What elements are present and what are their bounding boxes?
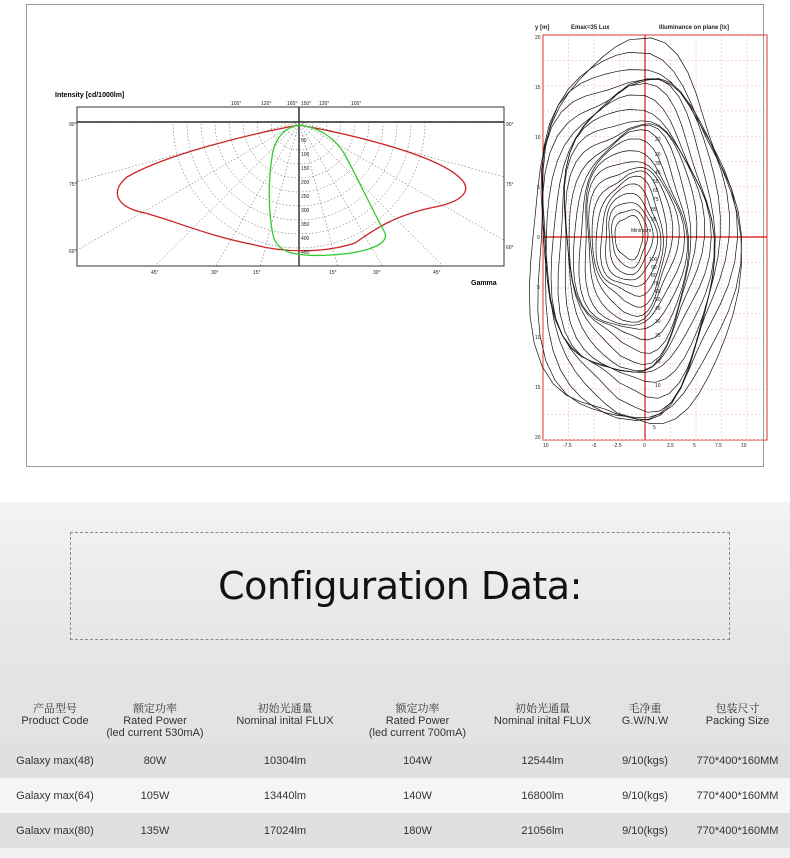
polar-grid-ray — [299, 122, 515, 189]
packing-size-cell: 770*400*160MM — [696, 790, 779, 802]
header-cn: 包装尺寸 — [715, 703, 760, 715]
polar-top-label: 120° — [319, 101, 330, 107]
iso-header-y: y [m] — [535, 25, 550, 31]
iso-contour-label: 85 — [651, 207, 657, 213]
iso-contour-line — [585, 151, 685, 326]
polar-x-title: Gamma — [471, 280, 497, 287]
header-cell — [100, 703, 210, 739]
flux-700-cell: 16800lm — [521, 790, 564, 802]
header-cell — [605, 703, 685, 727]
iso-contour-label: 30 — [655, 152, 661, 158]
polar-right-label: 60° — [506, 245, 514, 251]
iso-header-emax: Emax=35 Lux — [571, 25, 610, 31]
weight-cell: 9/10(kgs) — [622, 790, 668, 802]
table-row — [0, 813, 790, 848]
iso-contour-label: 60 — [655, 289, 661, 295]
iso-contour-label: 10 — [655, 383, 661, 389]
iso-x-tick: -5 — [592, 443, 597, 449]
polar-bottom-label: 45° — [151, 270, 159, 276]
iso-y-tick: 15 — [535, 85, 541, 91]
polar-grid-ray — [299, 122, 429, 295]
iso-contour-label: 80 — [651, 273, 657, 279]
weight-cell: 9/10(kgs) — [622, 825, 668, 837]
polar-left-label: 90° — [69, 122, 77, 128]
flux-530-cell: 10304lm — [263, 755, 307, 767]
iso-y-tick: 10 — [535, 135, 541, 141]
iso-x-tick: -7.5 — [563, 443, 572, 449]
header-en: Packing Size — [705, 715, 770, 727]
polar-radial-label: 350 — [301, 222, 310, 228]
isolux-chart — [507, 19, 772, 455]
polar-grid — [55, 85, 515, 295]
iso-contour-label: 90 — [651, 265, 657, 271]
iso-x-tick: 0 — [643, 443, 646, 449]
polar-bottom-label: 45° — [433, 270, 441, 276]
polar-bottom-label: 15° — [329, 270, 337, 276]
polar-radial-label: 450 — [301, 250, 310, 256]
rated-power-530-cell: 135W — [140, 825, 170, 837]
flux-530-cell: 13440lm — [263, 790, 307, 802]
polar-grid-ray — [115, 122, 299, 295]
polar-top-label: 105° — [231, 101, 242, 107]
iso-contour-label: 65 — [653, 188, 659, 194]
packing-size-cell: 770*400*160MM — [696, 755, 779, 767]
polar-top-label: 150° — [301, 101, 312, 107]
header-cn: 初始光通量 — [515, 703, 570, 715]
polar-top-label: 165° — [287, 101, 298, 107]
iso-x-tick: 7.5 — [715, 443, 722, 449]
polar-grid-ray — [232, 122, 299, 295]
iso-contour-label: 25 — [655, 333, 661, 339]
rated-power-700-cell: 180W — [403, 825, 432, 837]
iso-y-tick: 5 — [537, 185, 540, 191]
iso-y-tick: 20 — [535, 435, 541, 441]
header-note: (led current 530mA) — [106, 727, 204, 739]
rated-power-700-cell: 104W — [403, 755, 432, 767]
polar-radial-label: 200 — [301, 180, 310, 186]
polar-radial-label: 300 — [301, 208, 310, 214]
polar-grid-ray — [74, 122, 299, 252]
polar-bottom-label: 30° — [373, 270, 381, 276]
header-cn: 额定功率 — [395, 703, 440, 715]
iso-contour-label: 45 — [655, 170, 661, 176]
iso-y-tick: 20 — [535, 35, 541, 41]
iso-x-tick: 10 — [543, 443, 549, 449]
polar-bottom-label: 30° — [211, 270, 219, 276]
flux-700-cell: 21056lm — [521, 825, 564, 837]
polar-top-label: 105° — [351, 101, 362, 107]
rated-power-530-cell: 80W — [143, 755, 167, 767]
header-cn: 额定功率 — [133, 703, 177, 715]
section-title: Configuration Data: — [218, 564, 582, 608]
header-en: Rated Power — [385, 715, 450, 727]
iso-contour-label: 55 — [653, 179, 659, 185]
polar-right-label: 75° — [506, 182, 514, 188]
flux-530-cell: 17024lm — [263, 825, 307, 837]
header-cell — [360, 703, 475, 739]
polar-right-label: 90° — [506, 122, 514, 128]
header-cn: 初始光通量 — [257, 703, 313, 715]
header-en: G.W/N.W — [621, 715, 669, 727]
iso-center-label: Minimum — [631, 228, 652, 234]
polar-left-label: 60° — [69, 249, 77, 255]
iso-x-tick: 2.5 — [667, 443, 674, 449]
packing-size-cell: 770*400*160MM — [696, 825, 779, 837]
iso-contour-label: 75 — [653, 197, 659, 203]
header-cn: 产品型号 — [33, 703, 77, 715]
iso-contour-label: 15 — [655, 359, 661, 365]
rated-power-530-cell: 105W — [140, 790, 170, 802]
iso-contour-label: 70 — [653, 281, 659, 287]
product-code-cell: Galaxv max(80) — [16, 825, 94, 837]
polar-radial-label: 50 — [301, 138, 307, 144]
polar-c90-curve — [269, 125, 385, 255]
polar-frame — [77, 107, 504, 266]
iso-contour-label: 20 — [655, 137, 661, 143]
iso-y-tick: 0 — [537, 235, 540, 241]
iso-contour-label: 100 — [649, 257, 658, 263]
iso-y-tick: 10 — [535, 335, 541, 341]
iso-contour-line — [587, 162, 679, 323]
flux-700-cell: 12544lm — [521, 755, 564, 767]
header-en: Rated Power — [123, 715, 187, 727]
iso-contour-label: 95 — [651, 217, 657, 223]
iso-y-tick: 15 — [535, 385, 541, 391]
product-code-cell: Galaxy max(64) — [16, 790, 94, 802]
polar-top-label: 120° — [261, 101, 272, 107]
iso-contour-line — [579, 139, 687, 329]
header-cell — [225, 703, 345, 727]
iso-contour-label: 35 — [655, 161, 661, 167]
iso-y-tick: 5 — [537, 285, 540, 291]
polar-grid-ray — [299, 122, 515, 252]
header-cell — [485, 703, 600, 727]
product-code-cell: Galaxy max(48) — [16, 755, 94, 767]
iso-contour-line — [564, 121, 704, 371]
table-row — [0, 743, 790, 778]
iso-contour-line — [566, 124, 697, 365]
polar-intensity-chart — [55, 85, 515, 295]
iso-contour-line — [542, 70, 738, 421]
weight-cell: 9/10(kgs) — [622, 755, 668, 767]
polar-radial-label: 400 — [301, 236, 310, 242]
iso-contour-label: 40 — [655, 306, 661, 312]
iso-x-tick: 5 — [693, 443, 696, 449]
header-cn: 毛净重 — [628, 703, 662, 715]
iso-contour-line — [569, 125, 691, 353]
iso-contour-label: 30 — [655, 319, 661, 325]
iso-header-title: Illuminance on plane [lx] — [659, 25, 730, 31]
header-en: Nominal inital FLUX — [236, 715, 334, 727]
iso-x-tick: 10 — [741, 443, 747, 449]
title-box — [70, 532, 730, 640]
iso-x-tick: -2.5 — [613, 443, 622, 449]
iso-contour-label: 5 — [653, 425, 656, 431]
rated-power-700-cell: 140W — [403, 790, 432, 802]
polar-left-label: 75° — [69, 182, 77, 188]
header-cell — [685, 703, 790, 727]
polar-radial-label: 150 — [301, 166, 310, 172]
polar-radial-label: 250 — [301, 194, 310, 200]
polar-radial-label: 100 — [301, 152, 310, 158]
polar-c0-curve — [117, 125, 465, 251]
table-header-row — [0, 663, 790, 743]
header-en: Product Code — [21, 715, 89, 727]
table-row — [0, 778, 790, 813]
config-table — [0, 663, 790, 848]
header-note: (led current 700mA) — [368, 727, 467, 739]
header-cell — [0, 703, 110, 727]
header-en: Nominal inital FLUX — [493, 715, 592, 727]
iso-contour-line — [573, 130, 688, 340]
iso-contour-label: 50 — [655, 297, 661, 303]
polar-bottom-label: 15° — [253, 270, 261, 276]
polar-y-title: Intensity [cd/1000lm] — [55, 92, 125, 99]
photometric-panel — [26, 4, 764, 467]
